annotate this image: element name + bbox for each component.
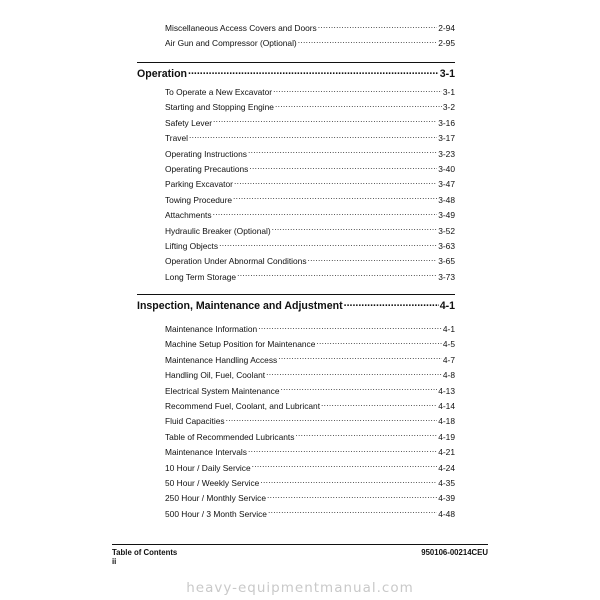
toc-entry[interactable] (137, 461, 455, 476)
toc-entry-page: 4-35 (438, 476, 455, 491)
dot-leader (281, 385, 438, 393)
toc-entry-label: Recommend Fuel, Coolant, and Lubricant (165, 399, 320, 414)
dot-leader (248, 447, 437, 455)
toc-entry-page: 3-49 (438, 208, 455, 223)
section-page: 4-1 (439, 300, 455, 312)
dot-leader (189, 133, 437, 141)
toc-entry-label: Table of Recommended Lubricants (165, 430, 294, 445)
toc-entry-page: 4-18 (438, 414, 455, 429)
toc-entry-label: Electrical System Maintenance (165, 384, 280, 399)
toc-entry[interactable] (137, 368, 455, 383)
footer-left (112, 548, 177, 566)
toc-entry[interactable] (137, 224, 455, 239)
toc-entry-page: 4-19 (438, 430, 455, 445)
toc-entry-label: Attachments (165, 208, 212, 223)
dot-leader (275, 102, 442, 110)
toc-section-operation (137, 66, 455, 285)
dot-leader (316, 339, 442, 347)
toc-entry-label: Hydraulic Breaker (Optional) (165, 224, 271, 239)
toc-entry-label: Travel (165, 131, 188, 146)
toc-entry-label: 250 Hour / Monthly Service (165, 491, 266, 506)
toc-entry[interactable] (137, 384, 455, 399)
dot-leader (249, 164, 437, 172)
toc-entry[interactable] (137, 476, 455, 491)
dot-leader (260, 478, 437, 486)
dot-leader (278, 354, 442, 362)
dot-leader (267, 493, 437, 501)
toc-entry[interactable] (137, 36, 455, 51)
toc-entry-label: Parking Excavator (165, 177, 233, 192)
section-title: Inspection, Maintenance and Adjustment (137, 300, 343, 312)
toc-entry-page: 3-23 (438, 147, 455, 162)
dot-leader (295, 431, 437, 439)
dot-leader (248, 148, 437, 156)
dot-leader (308, 256, 438, 264)
toc-entry-page: 4-24 (438, 461, 455, 476)
toc-entry[interactable] (137, 414, 455, 429)
toc-entry-page: 3-16 (438, 116, 455, 131)
toc-entry-label: To Operate a New Excavator (165, 85, 272, 100)
dot-leader (234, 179, 437, 187)
toc-entry-label: Miscellaneous Access Covers and Doors (165, 21, 317, 36)
dot-leader (266, 370, 442, 378)
toc-entry-page: 3-52 (438, 224, 455, 239)
toc-entry-page: 4-7 (443, 353, 455, 368)
dot-leader (219, 241, 437, 249)
footer-page-number: ii (112, 557, 117, 566)
toc-entry[interactable] (137, 193, 455, 208)
toc-entry-page: 3-17 (438, 131, 455, 146)
toc-entry[interactable] (137, 21, 455, 36)
toc-entry-page: 3-47 (438, 177, 455, 192)
toc-entry[interactable] (137, 100, 455, 115)
toc-entry[interactable] (137, 254, 455, 269)
section-rule (137, 62, 455, 63)
toc-entry[interactable] (137, 491, 455, 506)
toc-entry-label: Maintenance Intervals (165, 445, 247, 460)
toc-entry-label: Operation Under Abnormal Conditions (165, 254, 307, 269)
toc-entry-label: Starting and Stopping Engine (165, 100, 274, 115)
dot-leader (318, 23, 437, 31)
footer-rule (112, 544, 488, 545)
toc-entry[interactable] (137, 430, 455, 445)
section-rule (137, 294, 455, 295)
toc-entry-label: 10 Hour / Daily Service (165, 461, 251, 476)
dot-leader (237, 271, 437, 279)
toc-entry-label: Fluid Capacities (165, 414, 225, 429)
toc-entry-label: 500 Hour / 3 Month Service (165, 507, 267, 522)
toc-entry-page: 4-13 (438, 384, 455, 399)
dot-leader (252, 462, 438, 470)
toc-entry[interactable] (137, 445, 455, 460)
toc-entry[interactable] (137, 85, 455, 100)
toc-entry[interactable] (137, 116, 455, 131)
dot-leader (233, 194, 437, 202)
dot-leader (268, 508, 437, 516)
toc-entry-label: Maintenance Handling Access (165, 353, 277, 368)
toc-entry-page: 4-1 (443, 322, 455, 337)
toc-entry[interactable] (137, 270, 455, 285)
toc-entry-page: 3-73 (438, 270, 455, 285)
toc-continued-entries (137, 21, 455, 52)
toc-entry-page: 3-2 (443, 100, 455, 115)
toc-entry-page: 4-14 (438, 399, 455, 414)
toc-entry-label: 50 Hour / Weekly Service (165, 476, 259, 491)
section-heading[interactable] (137, 66, 455, 82)
toc-entry-page: 4-48 (438, 507, 455, 522)
toc-entry-label: Operating Instructions (165, 147, 247, 162)
toc-entry-page: 3-40 (438, 162, 455, 177)
toc-entry-page: 3-48 (438, 193, 455, 208)
toc-entry-page: 2-94 (438, 21, 455, 36)
section-title: Operation (137, 68, 188, 80)
toc-entry-page: 4-8 (443, 368, 455, 383)
toc-entry-label: Safety Lever (165, 116, 212, 131)
toc-entry[interactable] (137, 162, 455, 177)
toc-entry[interactable] (137, 399, 455, 414)
watermark-text: heavy-equipmentmanual.com (186, 580, 414, 596)
toc-entry[interactable] (137, 353, 455, 368)
dot-leader (344, 298, 439, 309)
toc-entry-page: 3-63 (438, 239, 455, 254)
toc-entry-label: Lifting Objects (165, 239, 218, 254)
toc-entry-label: Towing Procedure (165, 193, 232, 208)
toc-entry-page: 4-39 (438, 491, 455, 506)
toc-entry[interactable] (137, 208, 455, 223)
section-page: 3-1 (439, 68, 455, 80)
dot-leader (213, 210, 438, 218)
toc-entry[interactable] (137, 131, 455, 146)
toc-section-maintenance (137, 298, 455, 522)
toc-entry[interactable] (137, 322, 455, 337)
toc-entry[interactable] (137, 337, 455, 352)
toc-entry-page: 4-21 (438, 445, 455, 460)
toc-entry[interactable] (137, 507, 455, 522)
dot-leader (213, 117, 437, 125)
dot-leader (188, 66, 439, 77)
toc-entry-label: Handling Oil, Fuel, Coolant (165, 368, 265, 383)
dot-leader (258, 324, 442, 332)
toc-entry[interactable] (137, 177, 455, 192)
toc-entry-label: Machine Setup Position for Maintenance (165, 337, 315, 352)
toc-entry[interactable] (137, 239, 455, 254)
toc-entry-page: 3-65 (438, 254, 455, 269)
dot-leader (226, 416, 438, 424)
section-heading[interactable] (137, 298, 455, 314)
dot-leader (321, 401, 437, 409)
toc-entry-label: Long Term Storage (165, 270, 236, 285)
toc-entry-label: Operating Precautions (165, 162, 248, 177)
toc-entry-label: Maintenance Information (165, 322, 257, 337)
dot-leader (298, 38, 438, 46)
toc-entry-page: 2-95 (438, 36, 455, 51)
footer-doc-title: Table of Contents (112, 548, 178, 557)
toc-entry-page: 3-1 (443, 85, 455, 100)
toc-entry-page: 4-5 (443, 337, 455, 352)
dot-leader (272, 225, 438, 233)
toc-entry[interactable] (137, 147, 455, 162)
footer-doc-number: 950106-00214CEU (421, 548, 488, 557)
dot-leader (273, 87, 442, 95)
toc-entry-label: Air Gun and Compressor (Optional) (165, 36, 297, 51)
